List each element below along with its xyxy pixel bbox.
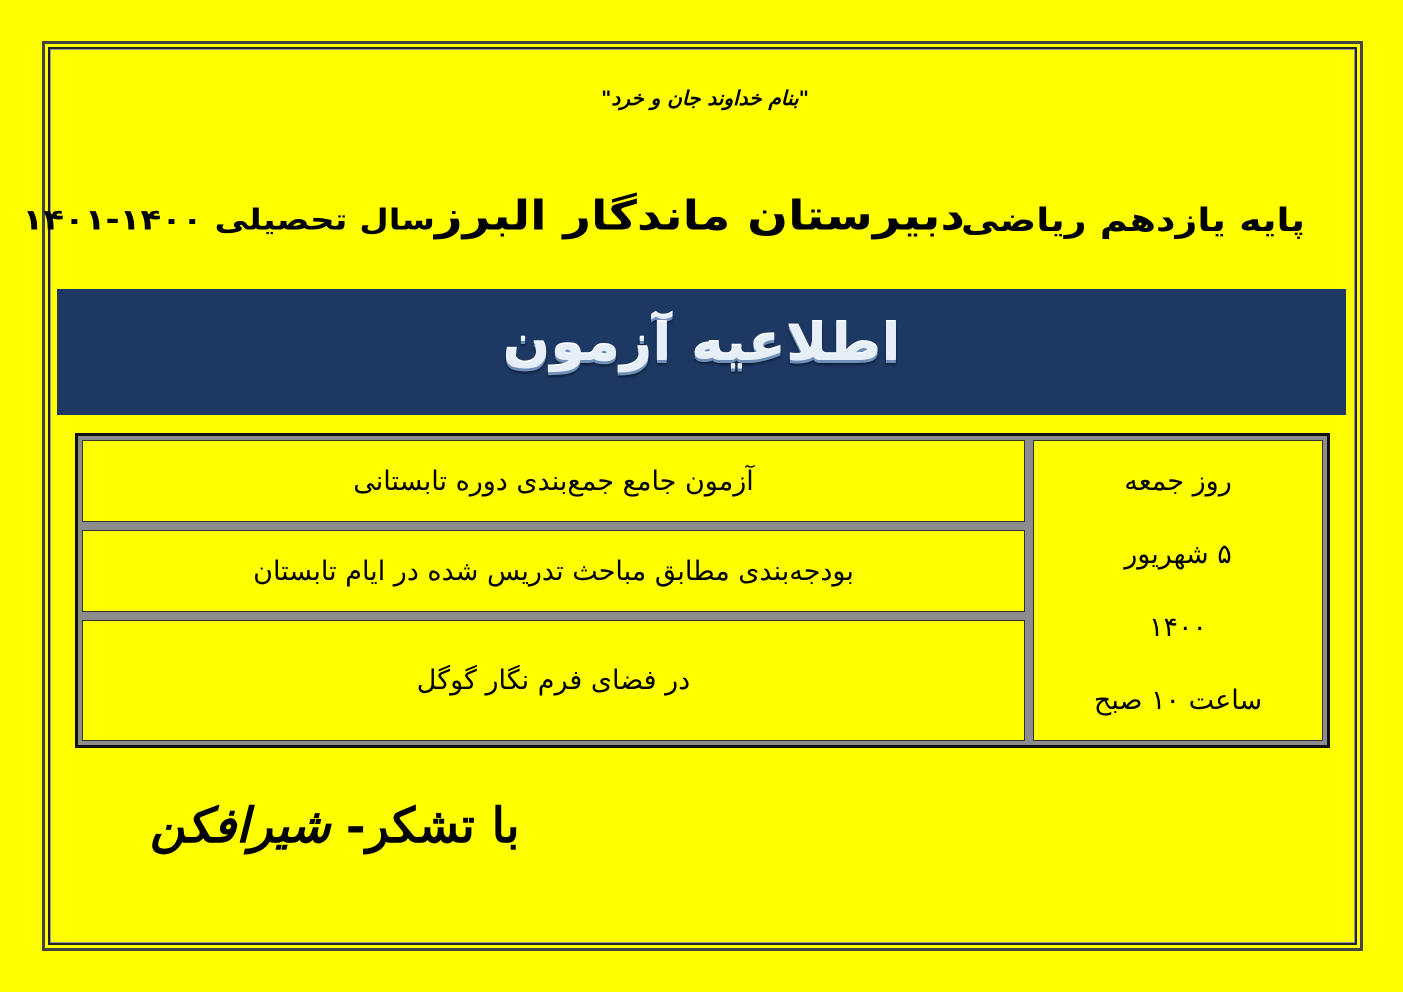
announcement-banner: [57, 289, 1346, 415]
exam-time: ساعت ۱۰ صبح: [1093, 684, 1263, 716]
exam-day: روز جمعه: [1124, 465, 1232, 497]
banner-title: اطلاعیه آزمون: [502, 314, 901, 373]
table-row: [78, 436, 1327, 526]
detail-exam-title: آزمون جامع جمع‌بندی دوره تابستانی: [78, 436, 1029, 526]
detail-platform: در فضای فرم نگار گوگل: [78, 616, 1029, 745]
exam-date: ۵ شهریور: [1124, 538, 1232, 570]
schedule-cell: [1029, 436, 1327, 745]
detail-budget: بودجه‌بندی مطابق مباحث تدریس شده در ایام تابستان: [78, 526, 1029, 616]
signature: شیرافکن: [150, 798, 331, 854]
thanks-text: با تشکر-: [345, 798, 520, 854]
exam-year: ۱۴۰۰: [1148, 611, 1207, 643]
closing-note: [150, 798, 520, 854]
grade-label: پایه یازدهم ریاضی: [961, 201, 1305, 239]
school-name: دبیرستان ماندگار البرز: [435, 192, 965, 240]
exam-info-table: [75, 433, 1330, 748]
invocation-text: "بنام خداوند جان و خرد": [600, 86, 810, 110]
academic-year: سال تحصیلی ۱۴۰۰-۱۴۰۱: [22, 203, 435, 237]
